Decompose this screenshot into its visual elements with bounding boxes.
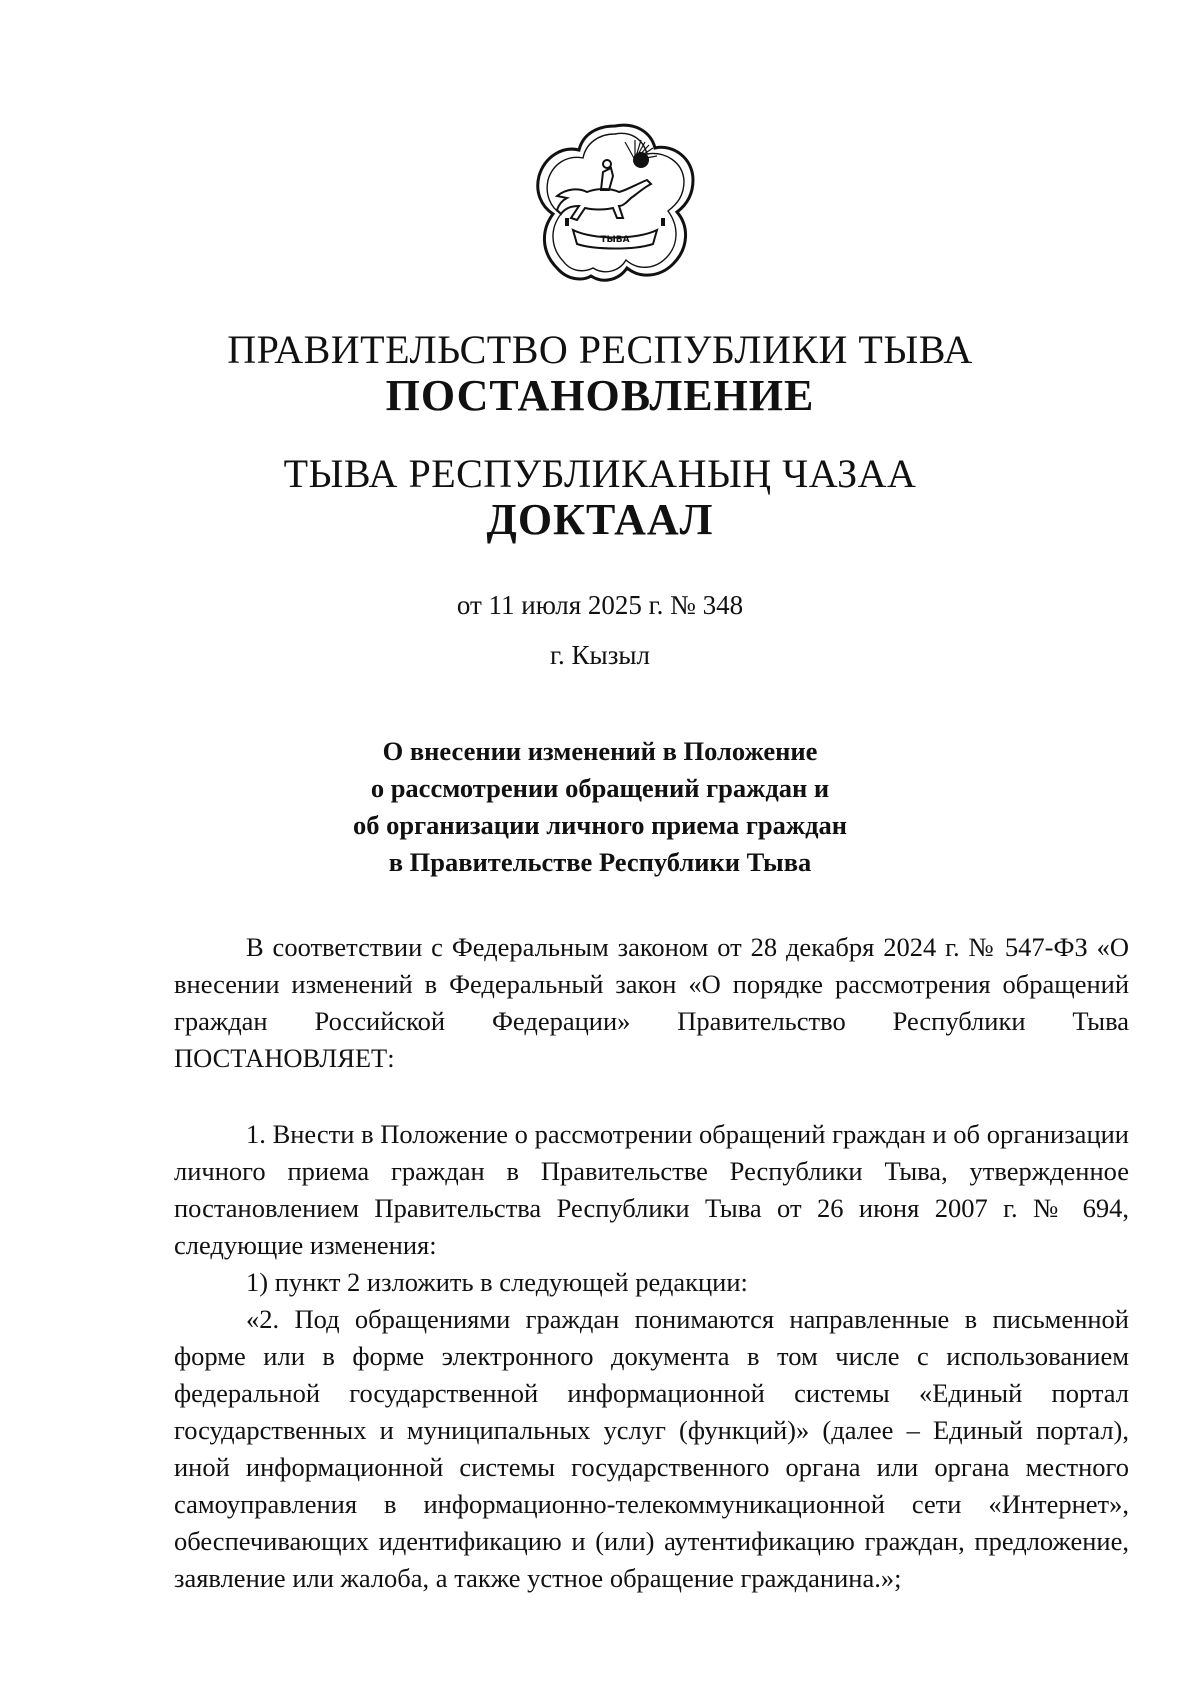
- quoted-amendment-paragraph: «2. Под обращениями граждан понимаются направленные в письменной форме или в форме электронного документа в том числе с использованием федеральной государственной информационной системы «Единый портал государственных и муниципальных услуг (функций)» (далее – Единый портал), иной информационной системы государственного органа или органа местного самоуправления в информационно-телекоммуникационной сети «Интернет», обеспечивающих идентификацию и (или) аутентификацию граждан, предложение, заявление или жалоба, а также устное обращение гражданина.»;: [174, 1304, 1129, 1593]
- preamble-block: [174, 929, 1129, 1077]
- tuva-coat-of-arms-icon: [527, 118, 703, 290]
- title-line: об организации личного приема граждан: [352, 810, 848, 840]
- organization-title-tv: ТЫВА РЕСПУБЛИКАНЫҢ ЧАЗАА: [283, 451, 917, 496]
- organization-title-ru: ПРАВИТЕЛЬСТВО РЕСПУБЛИКИ ТЫВА: [227, 327, 973, 372]
- subitem-1-paragraph: 1) пункт 2 изложить в следующей редакции:: [246, 1267, 748, 1297]
- title-line: О внесении изменений в Положение: [382, 736, 818, 766]
- title-line: о рассмотрении обращений граждан и: [370, 773, 830, 803]
- document-type-tv: ДОКТААЛ: [486, 495, 714, 544]
- title-line: в Правительстве Республики Тыва: [388, 847, 812, 877]
- document-type-ru: ПОСТАНОВЛЕНИЕ: [385, 371, 815, 420]
- city: г. Кызыл: [550, 640, 650, 670]
- amendments-block: [174, 1116, 1129, 1597]
- preamble-paragraph: В соответствии с Федеральным законом от 28 декабря 2024 г. № 547-ФЗ «О внесении изменений в Федеральный закон «О порядке рассмотрения обращений граждан Российской Федерации» Правительство Республики Тыва ПОСТАНОВЛЯЕТ:: [174, 932, 1129, 1073]
- date-number: от 11 июля 2025 г. № 348: [456, 590, 744, 620]
- emblem-text: ТЫВА: [600, 235, 630, 245]
- resolution-title: [300, 733, 900, 881]
- item-1-paragraph: 1. Внести в Положение о рассмотрении обращений граждан и об организации личного приема граждан в Правительстве Республики Тыва, утвержденное постановлением Правительства Республики Тыва от 26 июня 2007 г. № 694, следующие изменения:: [174, 1119, 1129, 1260]
